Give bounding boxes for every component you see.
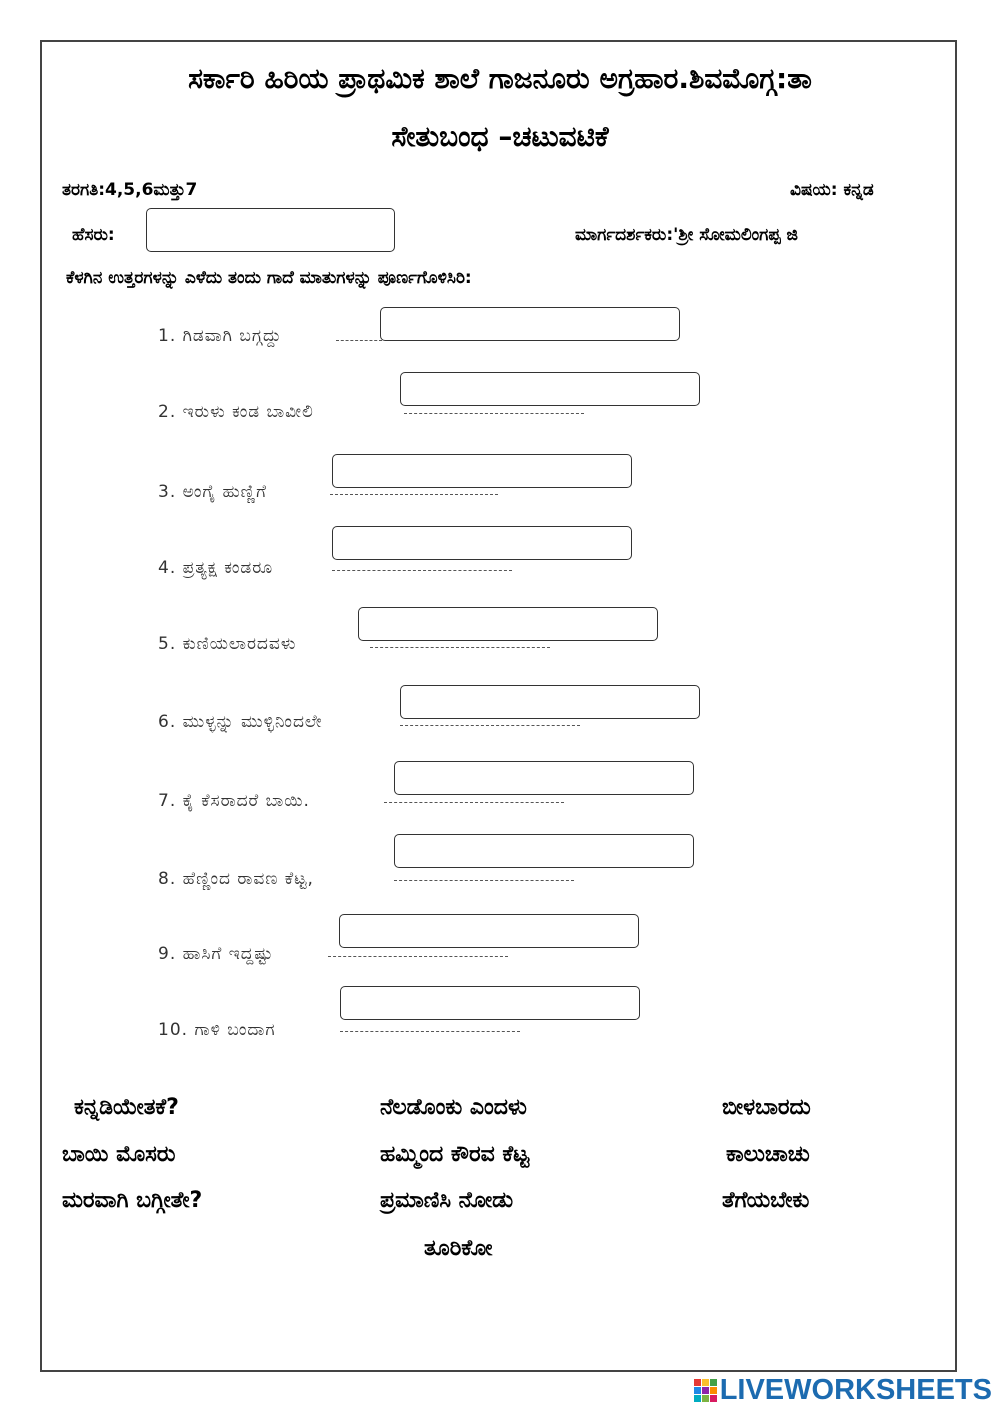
word-bank-item-3[interactable]: ಬೀಳಬಾರದು	[722, 1095, 811, 1120]
answer-box-6[interactable]	[400, 685, 700, 719]
question-7: 7. ಕೈ ಕೆಸರಾದರೆ ಬಾಯಿ.	[158, 791, 310, 811]
blank-line-7	[384, 802, 564, 803]
question-9: 9. ಹಾಸಿಗೆ ಇದ್ದಷ್ಟು	[158, 944, 274, 964]
blank-line-3	[330, 494, 498, 495]
word-bank-item-9[interactable]: ತೆಗೆಯಬೇಕು	[722, 1188, 810, 1213]
answer-box-9[interactable]	[339, 914, 639, 948]
question-4: 4. ಪ್ರತ್ಯಕ್ಷ ಕಂಡರೂ	[158, 558, 274, 578]
blank-line-10	[340, 1031, 520, 1032]
blank-line-8	[394, 880, 574, 881]
answer-box-10[interactable]	[340, 986, 640, 1020]
class-label: ತರಗತಿ:4,5,6ಮತ್ತು7	[62, 180, 198, 200]
logo-grid-icon	[694, 1379, 717, 1402]
blank-line-4	[332, 570, 512, 571]
blank-line-2	[404, 413, 584, 414]
question-6: 6. ಮುಳ್ಳನ್ನು ಮುಳ್ಳಿನಿಂದಲೇ	[158, 712, 323, 732]
logo-square	[702, 1387, 709, 1394]
logo-square	[710, 1395, 717, 1402]
activity-title: ಸೇತುಬಂಧ –ಚಟುವಟಿಕೆ	[391, 120, 609, 153]
question-1: 1. ಗಿಡವಾಗಿ ಬಗ್ಗದ್ದು	[158, 326, 282, 346]
answer-box-3[interactable]	[332, 454, 632, 488]
logo-square	[702, 1379, 709, 1386]
word-bank-item-8[interactable]: ಪ್ರಮಾಣಿಸಿ ನೋಡು	[380, 1188, 514, 1213]
question-8: 8. ಹೆಣ್ಣಿಂದ ರಾವಣ ಕೆಟ್ಟ,	[158, 869, 314, 889]
answer-box-1[interactable]	[380, 307, 680, 341]
answer-box-8[interactable]	[394, 834, 694, 868]
logo-square	[694, 1395, 701, 1402]
instruction-text: ಕೆಳಗಿನ ಉತ್ತರಗಳನ್ನು ಎಳೆದು ತಂದು ಗಾದೆ ಮಾತುಗಳನ್ನು ಪೂರ್ಣಗೊಳಿಸಿರಿ:	[66, 268, 472, 288]
word-bank-item-1[interactable]: ಕನ್ನಡಿಯೇತಕೆ?	[74, 1095, 179, 1120]
blank-line-5	[370, 647, 550, 648]
subject-label: ವಿಷಯ: ಕನ್ನಡ	[790, 180, 874, 200]
logo-square	[710, 1387, 717, 1394]
name-label: ಹೆಸರು:	[72, 225, 115, 245]
name-input[interactable]	[146, 208, 395, 252]
answer-box-7[interactable]	[394, 761, 694, 795]
liveworksheets-logo	[694, 1374, 992, 1407]
logo-square	[694, 1387, 701, 1394]
word-bank-item-6[interactable]: ಕಾಲುಚಾಚು	[726, 1142, 810, 1167]
word-bank-item-4[interactable]: ಬಾಯಿ ಮೊಸರು	[62, 1142, 176, 1167]
blank-line-9	[328, 956, 508, 957]
word-bank-item-2[interactable]: ನೆಲಡೊಂಕು ಎಂದಳು	[380, 1095, 527, 1120]
word-bank-item-10[interactable]: ತೂರಿಕೋ	[424, 1236, 493, 1261]
blank-line-1	[336, 340, 382, 341]
question-2: 2. ಇರುಳು ಕಂಡ ಬಾವೀಲಿ	[158, 402, 314, 422]
answer-box-5[interactable]	[358, 607, 658, 641]
logo-square	[702, 1395, 709, 1402]
blank-line-6	[400, 725, 580, 726]
word-bank-item-5[interactable]: ಹಮ್ಮಿಂದ ಕೌರವ ಕೆಟ್ಟ	[380, 1142, 530, 1167]
answer-box-4[interactable]	[332, 526, 632, 560]
question-5: 5. ಕುಣಿಯಲಾರದವಳು	[158, 634, 297, 654]
question-10: 10. ಗಾಳಿ ಬಂದಾಗ	[158, 1020, 276, 1040]
school-title: ಸರ್ಕಾರಿ ಹಿರಿಯ ಪ್ರಾಥಮಿಕ ಶಾಲೆ ಗಾಜನೂರು ಅಗ್ರಹಾರ.ಶಿವಮೊಗ್ಗ:ತಾ	[188, 62, 812, 95]
logo-square	[694, 1379, 701, 1386]
answer-box-2[interactable]	[400, 372, 700, 406]
word-bank-item-7[interactable]: ಮರವಾಗಿ ಬಗ್ಗೀತೇ?	[62, 1188, 203, 1213]
logo-square	[710, 1379, 717, 1386]
guide-label: ಮಾರ್ಗದರ್ಶಕರು:'ಶ್ರೀ ಸೋಮಲಿಂಗಪ್ಪ ಜಿ	[575, 225, 798, 245]
brand-name: LIVEWORKSHEETS	[719, 1374, 992, 1406]
question-3: 3. ಅಂಗೈ ಹುಣ್ಣಿಗೆ	[158, 482, 267, 502]
